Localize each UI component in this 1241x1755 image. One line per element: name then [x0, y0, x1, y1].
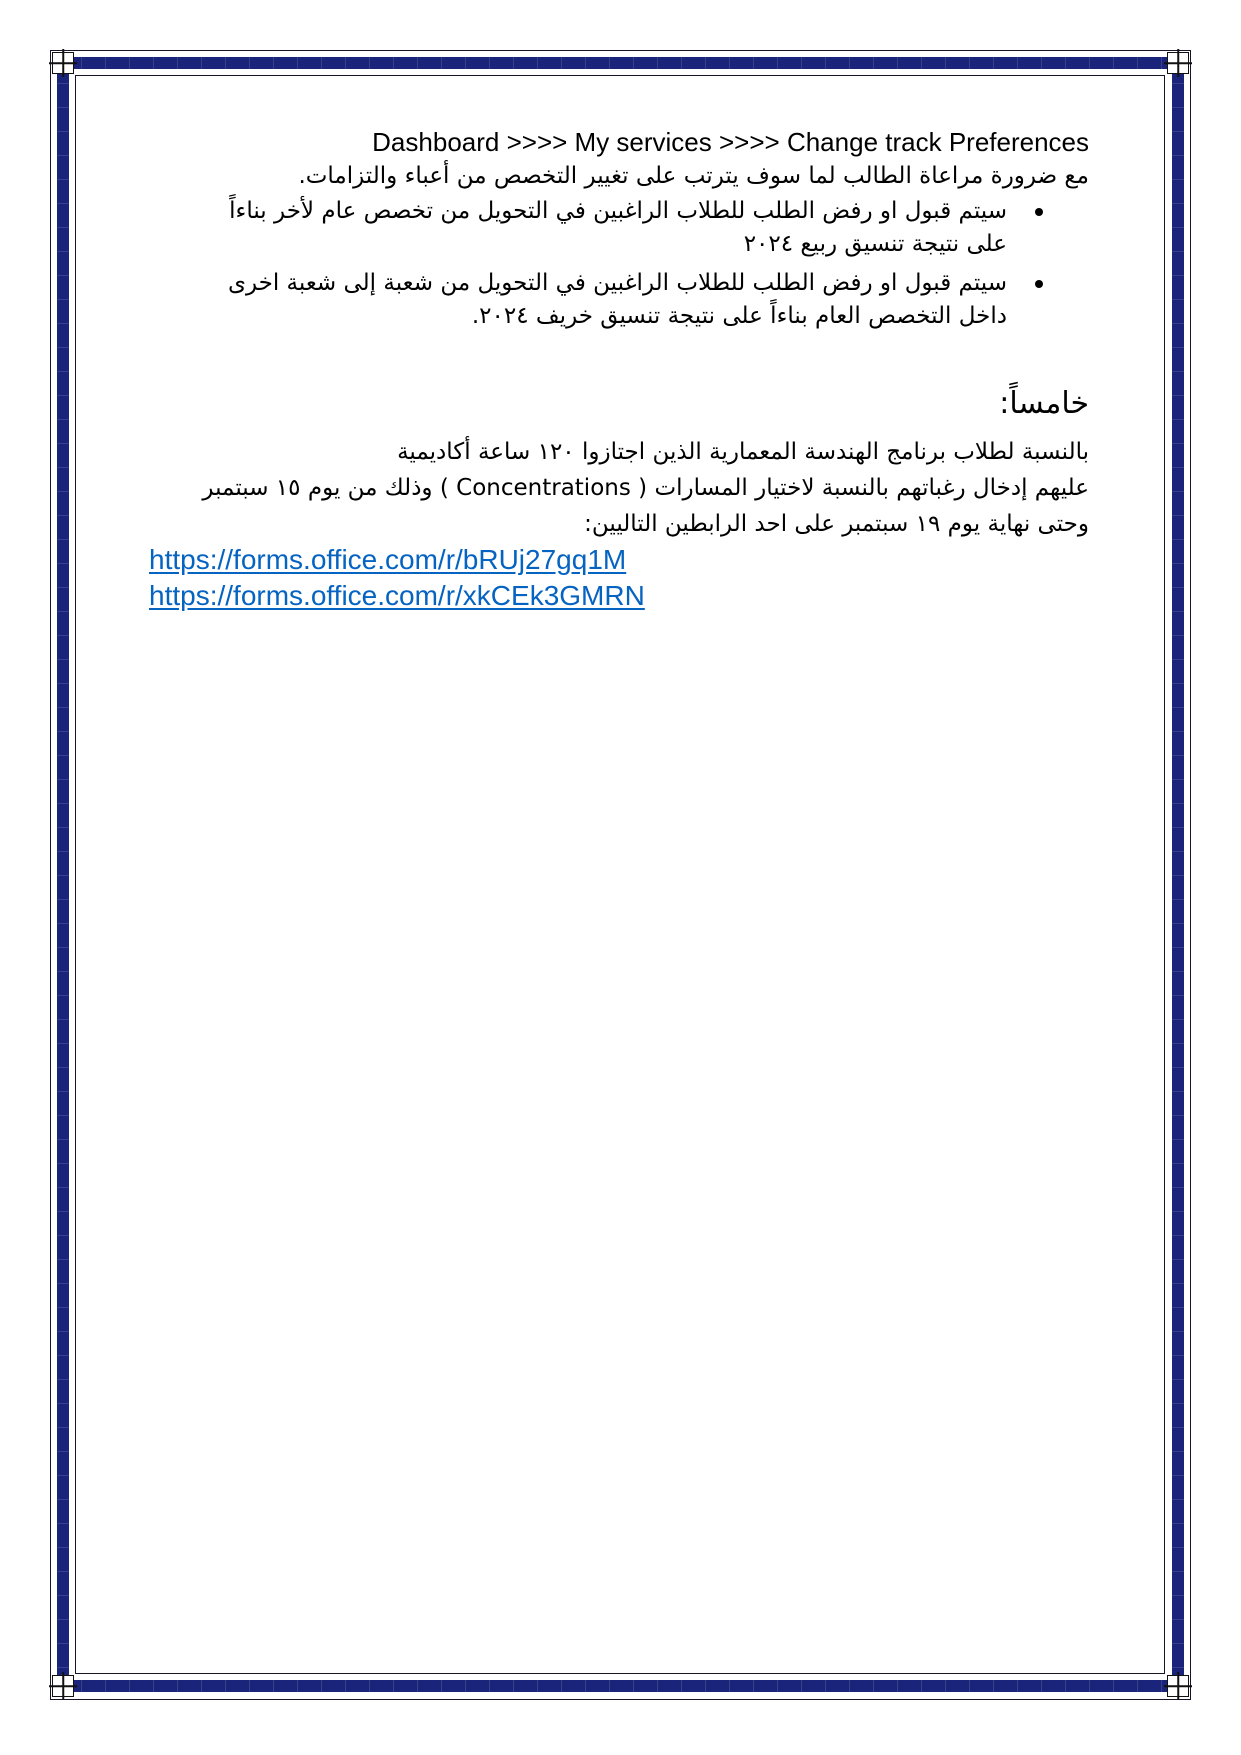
bullet-text: سيتم قبول او رفض الطلب للطلاب الراغبين في التحويل من شعبة إلى شعبة اخرى داخل التخصص العام بناءاً على نتيجة تنسيق خريف ٢٠٢٤. — [227, 270, 1007, 329]
page-border-band-top — [57, 57, 1184, 69]
border-corner-ornament-icon — [1167, 52, 1189, 74]
paragraph-line: عليهم إدخال رغباتهم بالنسبة لاختيار المسارات ( Concentrations ) وذلك من يوم ١٥ سبتمبر — [202, 475, 1089, 501]
form-links — [149, 542, 1089, 614]
bullet-dot-icon — [1035, 280, 1043, 288]
navigation-path: Dashboard >>>> My services >>>> Change track Preferences — [372, 127, 1089, 157]
border-corner-ornament-icon — [52, 1675, 74, 1697]
form-link[interactable]: https://forms.office.com/r/bRUj27gq1M — [149, 544, 627, 575]
bullet-dot-icon — [1035, 208, 1043, 216]
page-border-band-right — [1172, 57, 1184, 1692]
paragraph-line: وحتى نهاية يوم ١٩ سبتمبر على احد الرابطين التاليين: — [584, 511, 1089, 537]
section-paragraph — [149, 434, 1089, 542]
bullet-marker — [1007, 267, 1089, 300]
bullet-item — [192, 267, 1089, 333]
form-link[interactable]: https://forms.office.com/r/xkCEk3GMRN — [149, 580, 645, 611]
page-border-band-left — [57, 57, 69, 1692]
border-corner-ornament-icon — [1167, 1675, 1189, 1697]
document-body — [149, 125, 1089, 614]
notice-text: مع ضرورة مراعاة الطالب لما سوف يترتب على تغيير التخصص من أعباء والتزامات. — [298, 163, 1089, 189]
section-heading: خامساً: — [999, 386, 1089, 421]
bullet-item — [192, 195, 1089, 261]
paragraph-line: بالنسبة لطلاب برنامج الهندسة المعمارية الذين اجتازوا ١٢٠ ساعة أكاديمية — [397, 439, 1089, 465]
border-corner-ornament-icon — [52, 52, 74, 74]
bullet-marker — [1007, 195, 1089, 228]
bullet-text: سيتم قبول او رفض الطلب للطلاب الراغبين في التحويل من تخصص عام لأخر بناءاً على نتيجة تنسيق ربيع ٢٠٢٤ — [229, 198, 1007, 257]
bullet-list — [149, 195, 1089, 333]
page-border-band-bottom — [57, 1680, 1184, 1692]
